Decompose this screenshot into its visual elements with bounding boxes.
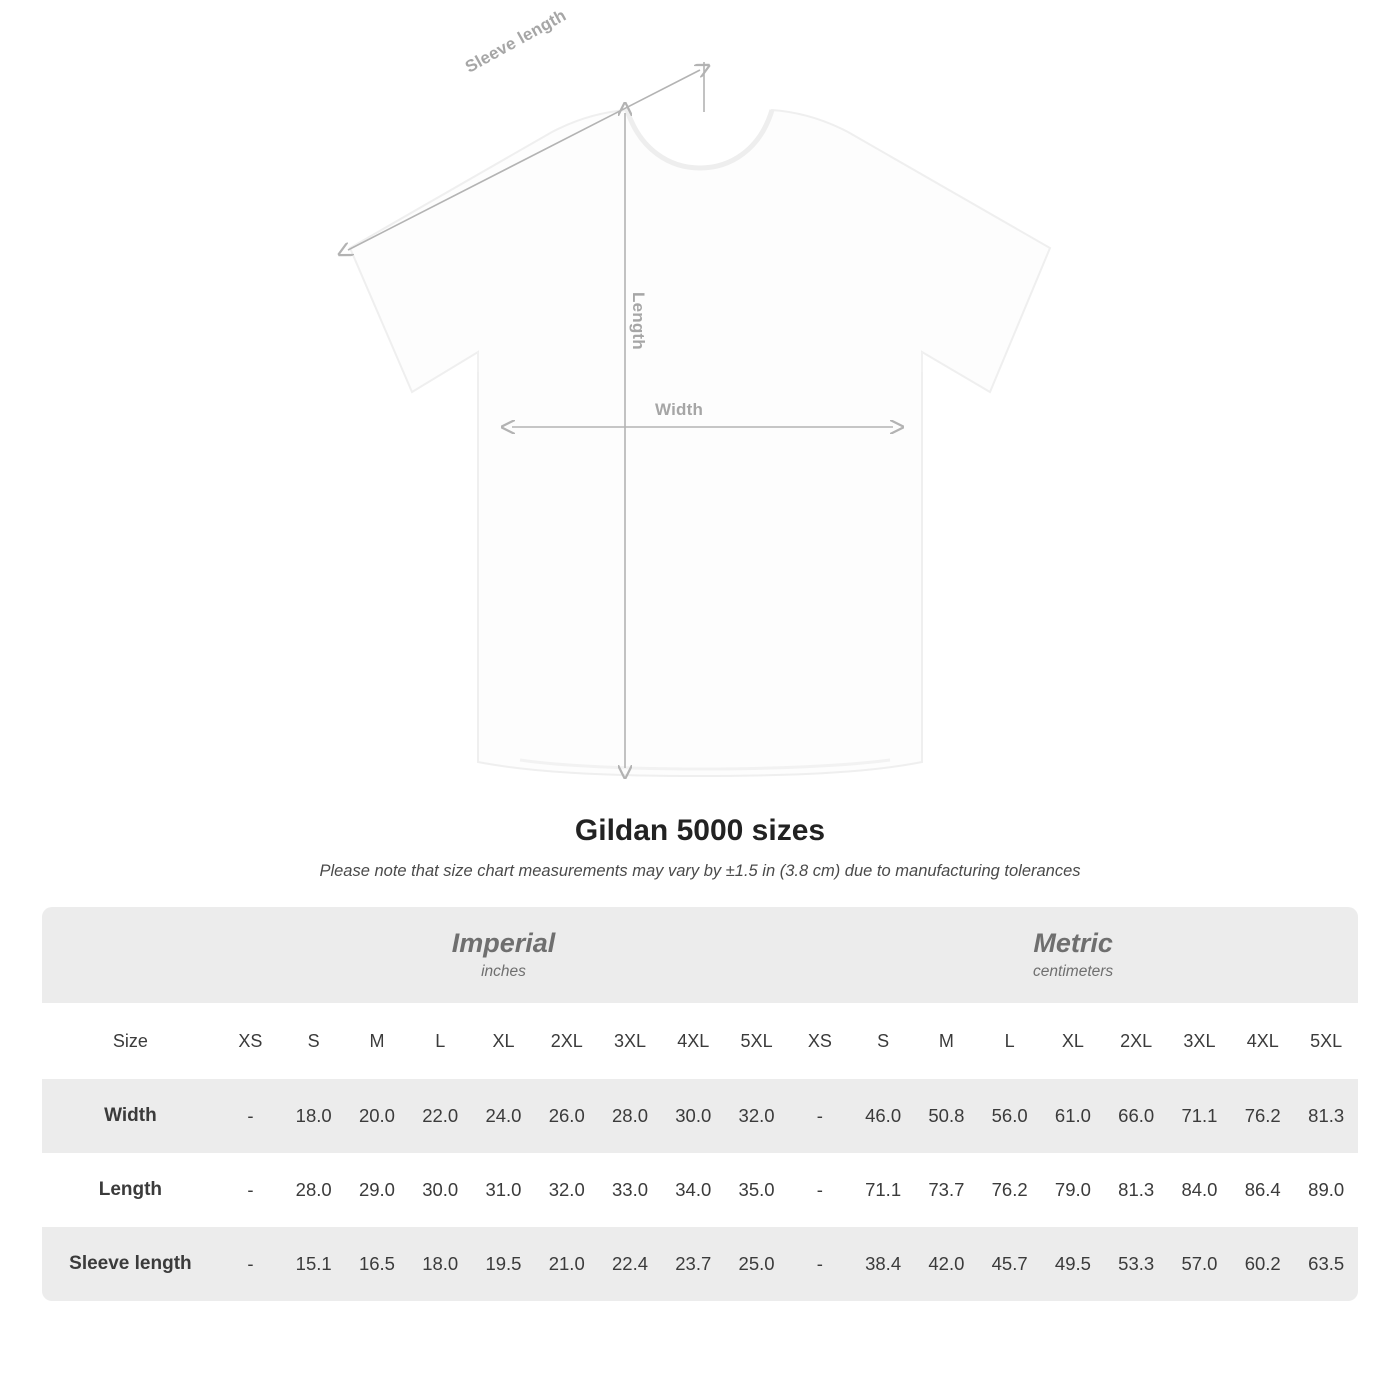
cell-length-imperial-m: 29.0: [345, 1153, 408, 1227]
size-header-label: Size: [42, 1003, 219, 1079]
cell-width-imperial-l: 22.0: [409, 1079, 472, 1153]
size-header-metric-l: L: [978, 1003, 1041, 1079]
cell-width-metric-s: 46.0: [851, 1079, 914, 1153]
table-row: [42, 1153, 1358, 1227]
cell-length-imperial-3xl: 33.0: [598, 1153, 661, 1227]
cell-width-metric-xl: 61.0: [1041, 1079, 1104, 1153]
cell-sleeve-metric-5xl: 63.5: [1294, 1227, 1358, 1301]
title-block: [0, 814, 1400, 881]
cell-width-metric-l: 56.0: [978, 1079, 1041, 1153]
size-chart-table-wrapper: [42, 907, 1358, 1301]
cell-sleeve-metric-s: 38.4: [851, 1227, 914, 1301]
cell-width-metric-m: 50.8: [915, 1079, 978, 1153]
size-header-metric-xs: XS: [788, 1003, 851, 1079]
cell-length-metric-l: 76.2: [978, 1153, 1041, 1227]
cell-length-metric-m: 73.7: [915, 1153, 978, 1227]
unit-group-row: [42, 907, 1358, 1003]
cell-sleeve-metric-3xl: 57.0: [1168, 1227, 1231, 1301]
size-header-metric-2xl: 2XL: [1105, 1003, 1168, 1079]
cell-width-imperial-s: 18.0: [282, 1079, 345, 1153]
cell-width-metric-5xl: 81.3: [1294, 1079, 1358, 1153]
table-row: [42, 1079, 1358, 1153]
cell-width-imperial-2xl: 26.0: [535, 1079, 598, 1153]
size-header-imperial-m: M: [345, 1003, 408, 1079]
cell-length-imperial-xs: -: [219, 1153, 282, 1227]
cell-sleeve-imperial-4xl: 23.7: [662, 1227, 725, 1301]
cell-length-imperial-5xl: 35.0: [725, 1153, 788, 1227]
cell-width-imperial-4xl: 30.0: [662, 1079, 725, 1153]
size-header-metric-5xl: 5XL: [1294, 1003, 1358, 1079]
width-label: Width: [655, 400, 704, 419]
row-label-width: Width: [42, 1079, 219, 1153]
cell-sleeve-metric-xl: 49.5: [1041, 1227, 1104, 1301]
cell-width-imperial-3xl: 28.0: [598, 1079, 661, 1153]
cell-length-imperial-s: 28.0: [282, 1153, 345, 1227]
size-header-imperial-l: L: [409, 1003, 472, 1079]
cell-length-metric-xl: 79.0: [1041, 1153, 1104, 1227]
cell-sleeve-imperial-3xl: 22.4: [598, 1227, 661, 1301]
unit-group-imperial: [219, 907, 788, 1003]
cell-sleeve-imperial-xs: -: [219, 1227, 282, 1301]
chart-title: Gildan 5000 sizes: [574, 814, 826, 847]
size-header-metric-3xl: 3XL: [1168, 1003, 1231, 1079]
cell-length-metric-5xl: 89.0: [1294, 1153, 1358, 1227]
size-header-imperial-5xl: 5XL: [725, 1003, 788, 1079]
unit-group-imperial-sub: inches: [481, 963, 526, 981]
row-label-sleeve-length: Sleeve length: [42, 1227, 219, 1301]
cell-width-metric-3xl: 71.1: [1168, 1079, 1231, 1153]
cell-sleeve-metric-4xl: 60.2: [1231, 1227, 1294, 1301]
size-chart-table: [42, 907, 1358, 1301]
cell-sleeve-imperial-xl: 19.5: [472, 1227, 535, 1301]
tolerance-note: Please note that size chart measurements may vary by ±1.5 in (3.8 cm) due to manufacturing tolerances: [319, 862, 1081, 880]
cell-sleeve-imperial-s: 15.1: [282, 1227, 345, 1301]
cell-sleeve-imperial-2xl: 21.0: [535, 1227, 598, 1301]
size-header-imperial-4xl: 4XL: [662, 1003, 725, 1079]
cell-width-metric-xs: -: [788, 1079, 851, 1153]
unit-group-imperial-name: Imperial: [451, 927, 556, 958]
table-row: [42, 1227, 1358, 1301]
size-header-metric-s: S: [851, 1003, 914, 1079]
size-header-row: [42, 1003, 1358, 1079]
unit-group-metric: [788, 907, 1358, 1003]
cell-length-metric-2xl: 81.3: [1105, 1153, 1168, 1227]
cell-sleeve-metric-xs: -: [788, 1227, 851, 1301]
sleeve-length-label: Sleeve length: [462, 5, 570, 77]
size-header-metric-xl: XL: [1041, 1003, 1104, 1079]
cell-width-metric-4xl: 76.2: [1231, 1079, 1294, 1153]
cell-length-metric-xs: -: [788, 1153, 851, 1227]
cell-width-imperial-xs: -: [219, 1079, 282, 1153]
cell-width-metric-2xl: 66.0: [1105, 1079, 1168, 1153]
cell-sleeve-metric-l: 45.7: [978, 1227, 1041, 1301]
length-label: Length: [629, 292, 648, 350]
size-header-metric-m: M: [915, 1003, 978, 1079]
cell-length-imperial-2xl: 32.0: [535, 1153, 598, 1227]
cell-length-metric-3xl: 84.0: [1168, 1153, 1231, 1227]
cell-sleeve-imperial-m: 16.5: [345, 1227, 408, 1301]
cell-length-metric-s: 71.1: [851, 1153, 914, 1227]
unit-group-spacer: [42, 907, 219, 1003]
cell-length-imperial-xl: 31.0: [472, 1153, 535, 1227]
size-header-imperial-2xl: 2XL: [535, 1003, 598, 1079]
unit-group-metric-name: Metric: [1033, 927, 1113, 958]
cell-width-imperial-xl: 24.0: [472, 1079, 535, 1153]
cell-sleeve-imperial-5xl: 25.0: [725, 1227, 788, 1301]
size-header-imperial-3xl: 3XL: [598, 1003, 661, 1079]
cell-sleeve-imperial-l: 18.0: [409, 1227, 472, 1301]
cell-sleeve-metric-2xl: 53.3: [1105, 1227, 1168, 1301]
cell-length-metric-4xl: 86.4: [1231, 1153, 1294, 1227]
size-header-imperial-xs: XS: [219, 1003, 282, 1079]
size-header-imperial-xl: XL: [472, 1003, 535, 1079]
size-header-imperial-s: S: [282, 1003, 345, 1079]
unit-group-metric-sub: centimeters: [1033, 963, 1114, 981]
cell-length-imperial-4xl: 34.0: [662, 1153, 725, 1227]
cell-sleeve-metric-m: 42.0: [915, 1227, 978, 1301]
cell-width-imperial-5xl: 32.0: [725, 1079, 788, 1153]
row-label-length: Length: [42, 1153, 219, 1227]
tshirt-shape: [350, 110, 1050, 776]
cell-length-imperial-l: 30.0: [409, 1153, 472, 1227]
cell-width-imperial-m: 20.0: [345, 1079, 408, 1153]
size-header-metric-4xl: 4XL: [1231, 1003, 1294, 1079]
